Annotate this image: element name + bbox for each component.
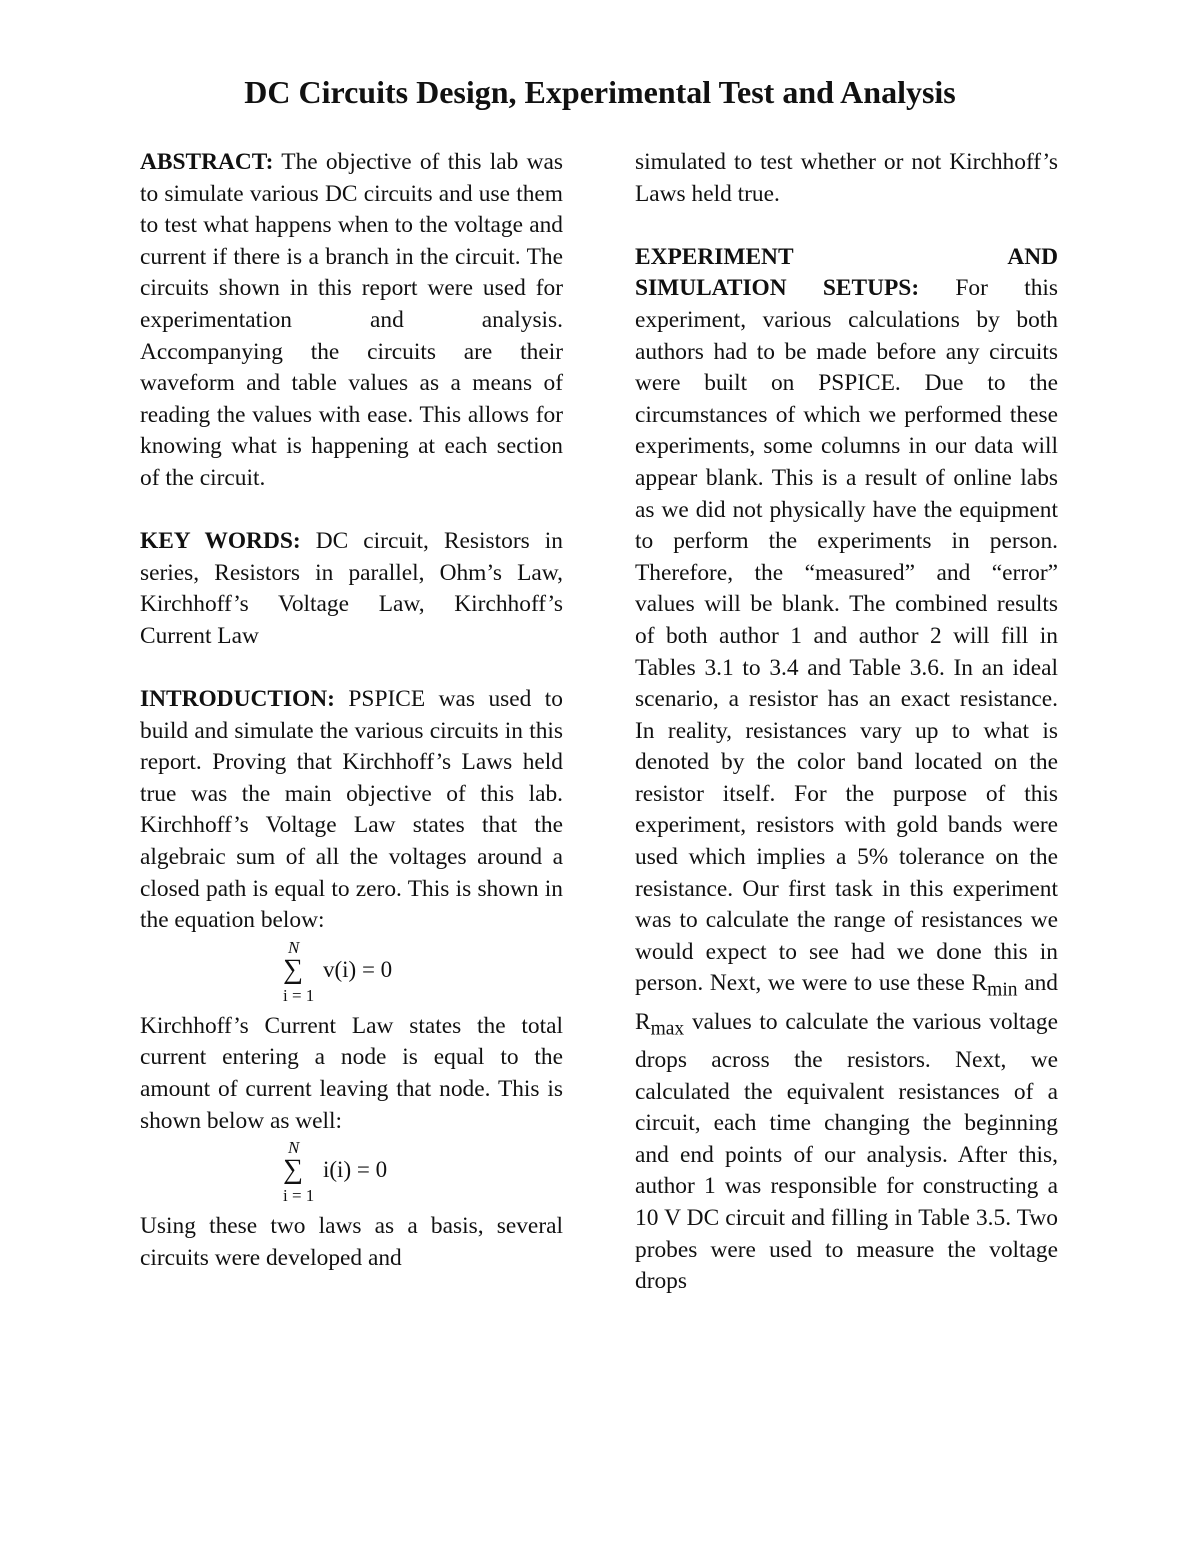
- r-min-symbol: $R_{min}$: [971, 970, 1018, 1002]
- keywords-text: DC circuit, Resistors in series, Resistors in parallel, Ohm’s Law, Kirchhoff’s Voltage Law, Kirchhoff’s Current Law: [140, 528, 563, 649]
- kvl-expression: v(i) = 0: [323, 956, 393, 982]
- kcl-upper-limit: N: [288, 1138, 300, 1158]
- kvl-lower-limit: i = 1: [283, 985, 315, 1005]
- right-column: [635, 147, 1058, 1298]
- setup-paragraph: [635, 273, 1058, 1297]
- setup-text-2: values to calculate the various voltage drops across the resistors. Next, we calculated the equivalent resistances of a circuit, each time changing the beginning and end points of our analysis. After this, author 1 was responsible for constructing a 10 V DC circuit and filling in Table 3.5. Two probes were used to measure the voltage drops: [635, 1008, 1058, 1295]
- kcl-lower-limit: i = 1: [283, 1186, 315, 1206]
- introduction-paragraph: [140, 684, 563, 937]
- abstract-label: ABSTRACT:: [140, 149, 274, 175]
- introduction-text-1: PSPICE was used to build and simulate the various circuits in this report. Proving that Kirchhoff’s Laws held true was the main objective of this lab. Kirchhoff’s Voltage Law states that the algebraic sum of all the voltages around a closed path is equal to zero. This is shown in the equation below:: [140, 686, 563, 934]
- keywords-label: KEY WORDS:: [140, 528, 301, 555]
- keywords-paragraph: [140, 526, 563, 652]
- abstract-text: The objective of this lab was to simulate various DC circuits and use them to test what happens when to the voltage and current if there is a branch in the circuit. The circuits shown in this report were used for experimentation and analysis. Accompanying the circuits are their waveform and table values as a means of reading the values with ease. This allows for knowing what is happening at each section of the circuit.: [140, 149, 563, 491]
- kcl-expression: i(i) = 0: [323, 1157, 388, 1183]
- abstract-paragraph: [140, 147, 563, 495]
- continuation-paragraph: simulated to test whether or not Kirchhoff’s Laws held true.: [635, 149, 1058, 207]
- setup-label-and: AND: [1007, 243, 1058, 270]
- setup-heading-line: [635, 242, 1058, 274]
- introduction-label: INTRODUCTION:: [140, 686, 335, 713]
- left-column: [140, 147, 563, 1274]
- kvl-equation: [140, 939, 563, 1011]
- kcl-sigma: ∑: [283, 1154, 303, 1186]
- setup-label-experiment: EXPERIMENT: [635, 243, 794, 270]
- r-max-symbol: $R_{max}$: [635, 1008, 685, 1040]
- introduction-text-3: Using these two laws as a basis, several circuits were developed and: [140, 1213, 563, 1271]
- kvl-upper-limit: N: [288, 937, 300, 957]
- page-title: DC Circuits Design, Experimental Test and Analysis: [244, 74, 956, 110]
- and-word: and: [1024, 970, 1058, 997]
- setup-label-simulation: SIMULATION SETUPS:: [635, 275, 920, 302]
- introduction-text-2: Kirchhoff’s Current Law states the total current entering a node is equal to the amount of current leaving that node. This is shown below as well:: [140, 1012, 563, 1134]
- kcl-equation: [140, 1139, 563, 1211]
- setup-text-1: For this experiment, various calculations by both authors had to be made before any circuits were built on PSPICE. Due to the circumstances of which we performed these experiments, some columns in our data will appear blank. This is a result of online labs as we did not physically have the equipment to perform the experiments in person. Therefore, the “measured” and “error” values will be blank. The combined results of both author 1 and author 2 will fill in Tables 3.1 to 3.4 and Table 3.6. In an ideal scenario, a resistor has an exact resistance. In reality, resistances vary up to what is denoted by the color band located on the resistor itself. For the purpose of this experiment, resistors with gold bands were used which implies a 5% tolerance on the resistance. Our first task in this experiment was to calculate the range of resistances we would expect to see had we done this in person. Next, we were to use these: [635, 275, 1058, 997]
- kvl-sigma: ∑: [283, 953, 303, 985]
